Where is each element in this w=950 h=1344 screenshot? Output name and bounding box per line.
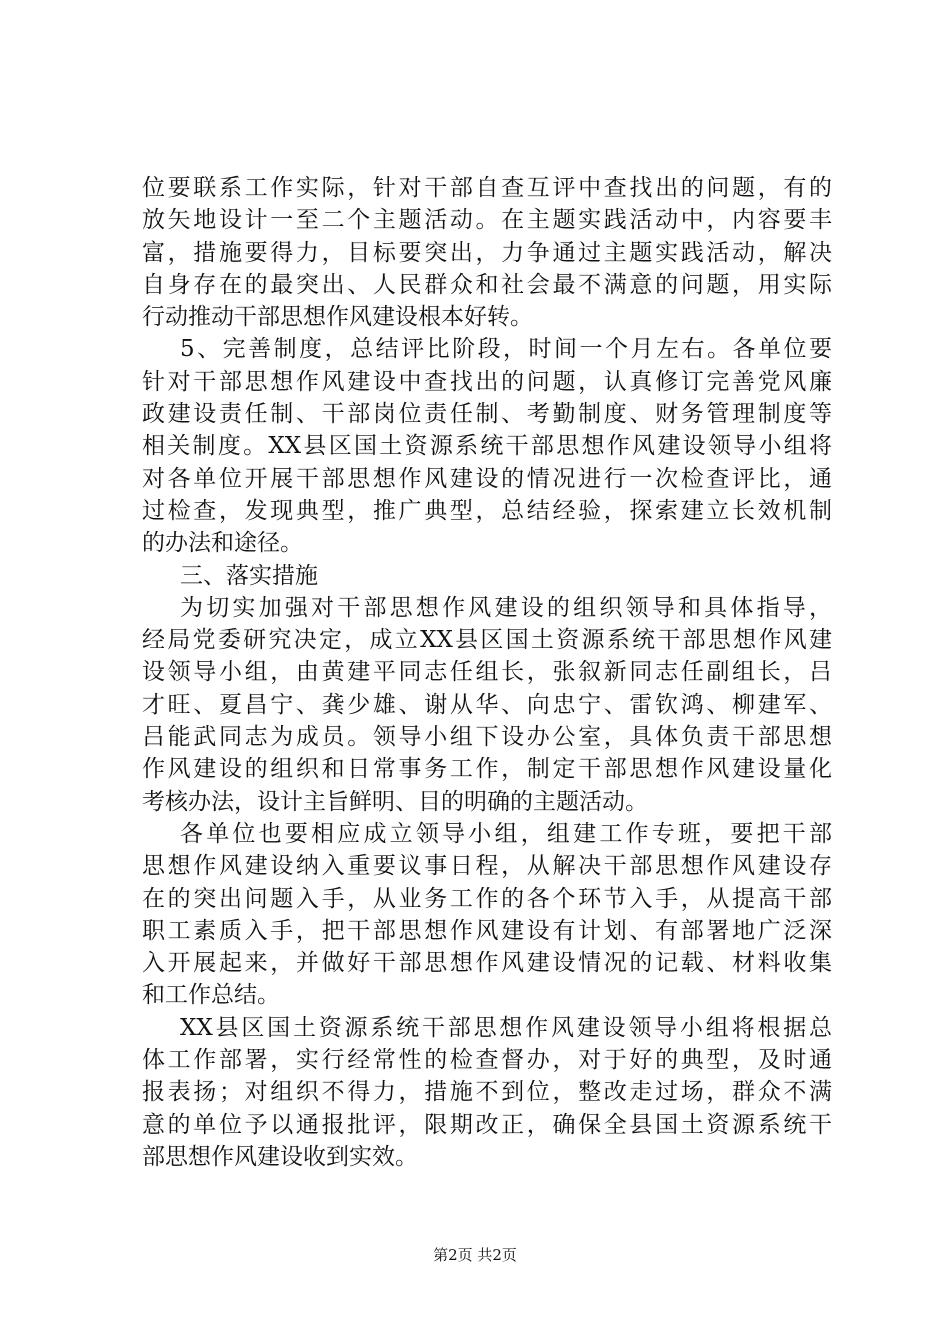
text-line: 报表扬；对组织不得力，措施不到位，整改走过场，群众不满 — [142, 1079, 832, 1106]
text-line: 在的突出问题入手，从业务工作的各个环节入手，从提高干部 — [142, 885, 832, 912]
text-line: 和工作总结。 — [142, 982, 280, 1009]
text-line: 为切实加强对干部思想作风建设的组织领导和具体指导， — [180, 594, 832, 621]
text-line: XX县区国土资源系统干部思想作风建设领导小组将根据总 — [180, 1014, 832, 1041]
text-line: 作风建设的组织和日常事务工作，制定干部思想作风建设量化 — [142, 756, 832, 783]
text-line: 思想作风建设纳入重要议事日程，从解决干部思想作风建设存 — [142, 853, 832, 880]
text-line: 才旺、夏昌宁、龚少雄、谢从华、向忠宁、雷钦鸿、柳建军、 — [142, 691, 832, 718]
text-line: 自身存在的最突出、人民群众和社会最不满意的问题，用实际 — [142, 271, 832, 298]
text-line: 经局党委研究决定，成立XX县区国土资源系统干部思想作风建 — [142, 627, 832, 654]
text-line: 对各单位开展干部思想作风建设的情况进行一次检查评比，通 — [142, 465, 832, 492]
text-line: 吕能武同志为成员。领导小组下设办公室，具体负责干部思想 — [142, 724, 832, 751]
text-line: 5、完善制度，总结评比阶段，时间一个月左右。各单位要 — [180, 336, 832, 363]
text-line: 意的单位予以通报批评，限期改正，确保全县国土资源系统干 — [142, 1111, 832, 1138]
document-body — [142, 172, 832, 1173]
text-line: 各单位也要相应成立领导小组，组建工作专班，要把干部 — [180, 820, 832, 847]
text-line: 针对干部思想作风建设中查找出的问题，认真修订完善党风廉 — [142, 368, 832, 395]
text-line: 体工作部署，实行经常性的检查督办，对于好的典型，及时通 — [142, 1047, 832, 1074]
text-line: 设领导小组，由黄建平同志任组长，张叙新同志任副组长，吕 — [142, 659, 832, 686]
text-line: 过检查，发现典型，推广典型，总结经验，探索建立长效机制 — [142, 497, 832, 524]
text-line: 位要联系工作实际，针对干部自查互评中查找出的问题，有的 — [142, 175, 832, 201]
text-line: 富，措施要得力，目标要突出，力争通过主题实践活动，解决 — [142, 239, 832, 266]
text-line: 放矢地设计一至二个主题活动。在主题实践活动中，内容要丰 — [142, 207, 832, 234]
text-line: 入开展起来，并做好干部思想作风建设情况的记载、材料收集 — [142, 950, 832, 977]
text-line: 的办法和途径。 — [142, 530, 303, 557]
page-footer: 第2页 共2页 — [433, 1246, 517, 1264]
text-line: 职工素质入手，把干部思想作风建设有计划、有部署地广泛深 — [142, 917, 832, 944]
text-line: 政建设责任制、干部岗位责任制、考勤制度、财务管理制度等 — [142, 401, 832, 428]
text-line: 三、落实措施 — [180, 562, 318, 589]
text-line: 部思想作风建设收到实效。 — [142, 1143, 418, 1170]
text-line: 相关制度。XX县区国土资源系统干部思想作风建设领导小组将 — [142, 433, 832, 460]
text-line: 考核办法，设计主旨鲜明、目的明确的主题活动。 — [142, 788, 648, 815]
text-line: 行动推动干部思想作风建设根本好转。 — [142, 304, 533, 331]
